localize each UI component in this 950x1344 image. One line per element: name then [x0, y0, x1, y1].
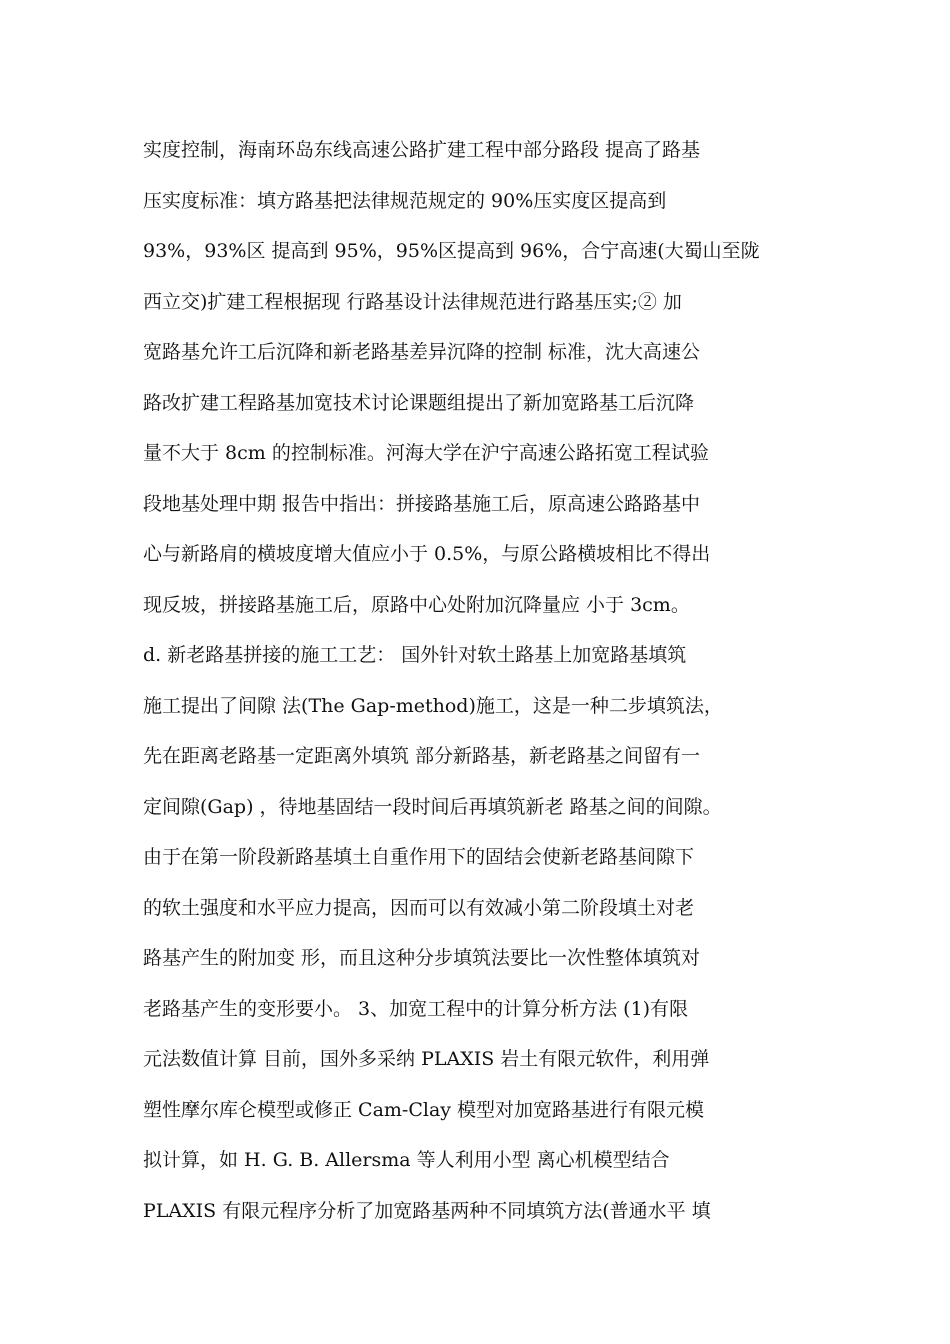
text-line: 西立交)扩建工程根据现 行路基设计法律规范进行路基压实;② 加 — [143, 290, 682, 313]
body-text — [143, 130, 823, 1241]
text-line: 现反坡，拼接路基施工后，原路中心处附加沉降量应 小于 3cm。 — [143, 593, 690, 616]
text-line: 元法数值计算 目前，国外多采纳 PLAXIS 岩土有限元软件，利用弹 — [143, 1048, 710, 1070]
text-line: 的软土强度和水平应力提高，因而可以有效减小第二阶段填土对老 — [143, 896, 695, 919]
text-line: 心与新路肩的横坡度增大值应小于 0.5%，与原公路横坡相比不得出 — [143, 543, 711, 565]
text-line: 先在距离老路基一定距离外填筑 部分新路基，新老路基之间留有一 — [143, 745, 701, 767]
text-line: PLAXIS 有限元程序分析了加宽路基两种不同填筑方法(普通水平 填 — [143, 1199, 711, 1222]
text-line: 量不大于 8cm 的控制标准。河海大学在沪宁高速公路拓宽工程试验 — [143, 442, 709, 464]
text-line: 由于在第一阶段新路基填土自重作用下的固结会使新老路基间隙下 — [143, 846, 695, 868]
text-line: 施工提出了间隙 法(The Gap-method)施工，这是一种二步填筑法， — [143, 694, 723, 717]
text-line: 段地基处理中期 报告中指出：拼接路基施工后，原高速公路路基中 — [143, 492, 701, 515]
text-line: 压实度标准：填方路基把法律规范规定的 90%压实度区提高到 — [143, 189, 667, 212]
text-line: 拟计算，如 H. G. B. Allersma 等人利用小型 离心机模型结合 — [143, 1149, 670, 1171]
text-line: 路改扩建工程路基加宽技术讨论课题组提出了新加宽路基工后沉降 — [143, 391, 695, 414]
text-line: d. 新老路基拼接的施工工艺： 国外针对软土路基上加宽路基填筑 — [143, 644, 687, 666]
text-line: 塑性摩尔库仑模型或修正 Cam-Clay 模型对加宽路基进行有限元模 — [143, 1098, 705, 1121]
text-line: 老路基产生的变形要小。 3、加宽工程中的计算分析方法 (1)有限 — [143, 997, 689, 1020]
text-line: 93%，93%区 提高到 95%，95%区提高到 96%，合宁高速(大蜀山至陇 — [143, 240, 760, 262]
text-line: 实度控制，海南环岛东线高速公路扩建工程中部分路段 提高了路基 — [143, 139, 701, 161]
text-line: 定间隙(Gap) ，待地基固结一段时间后再填筑新老 路基之间的间隙。 — [143, 795, 722, 818]
text-line: 路基产生的附加变 形，而且这种分步填筑法要比一次性整体填筑对 — [143, 947, 701, 969]
text-line: 宽路基允许工后沉降和新老路基差异沉降的控制 标准，沈大高速公 — [143, 341, 701, 363]
